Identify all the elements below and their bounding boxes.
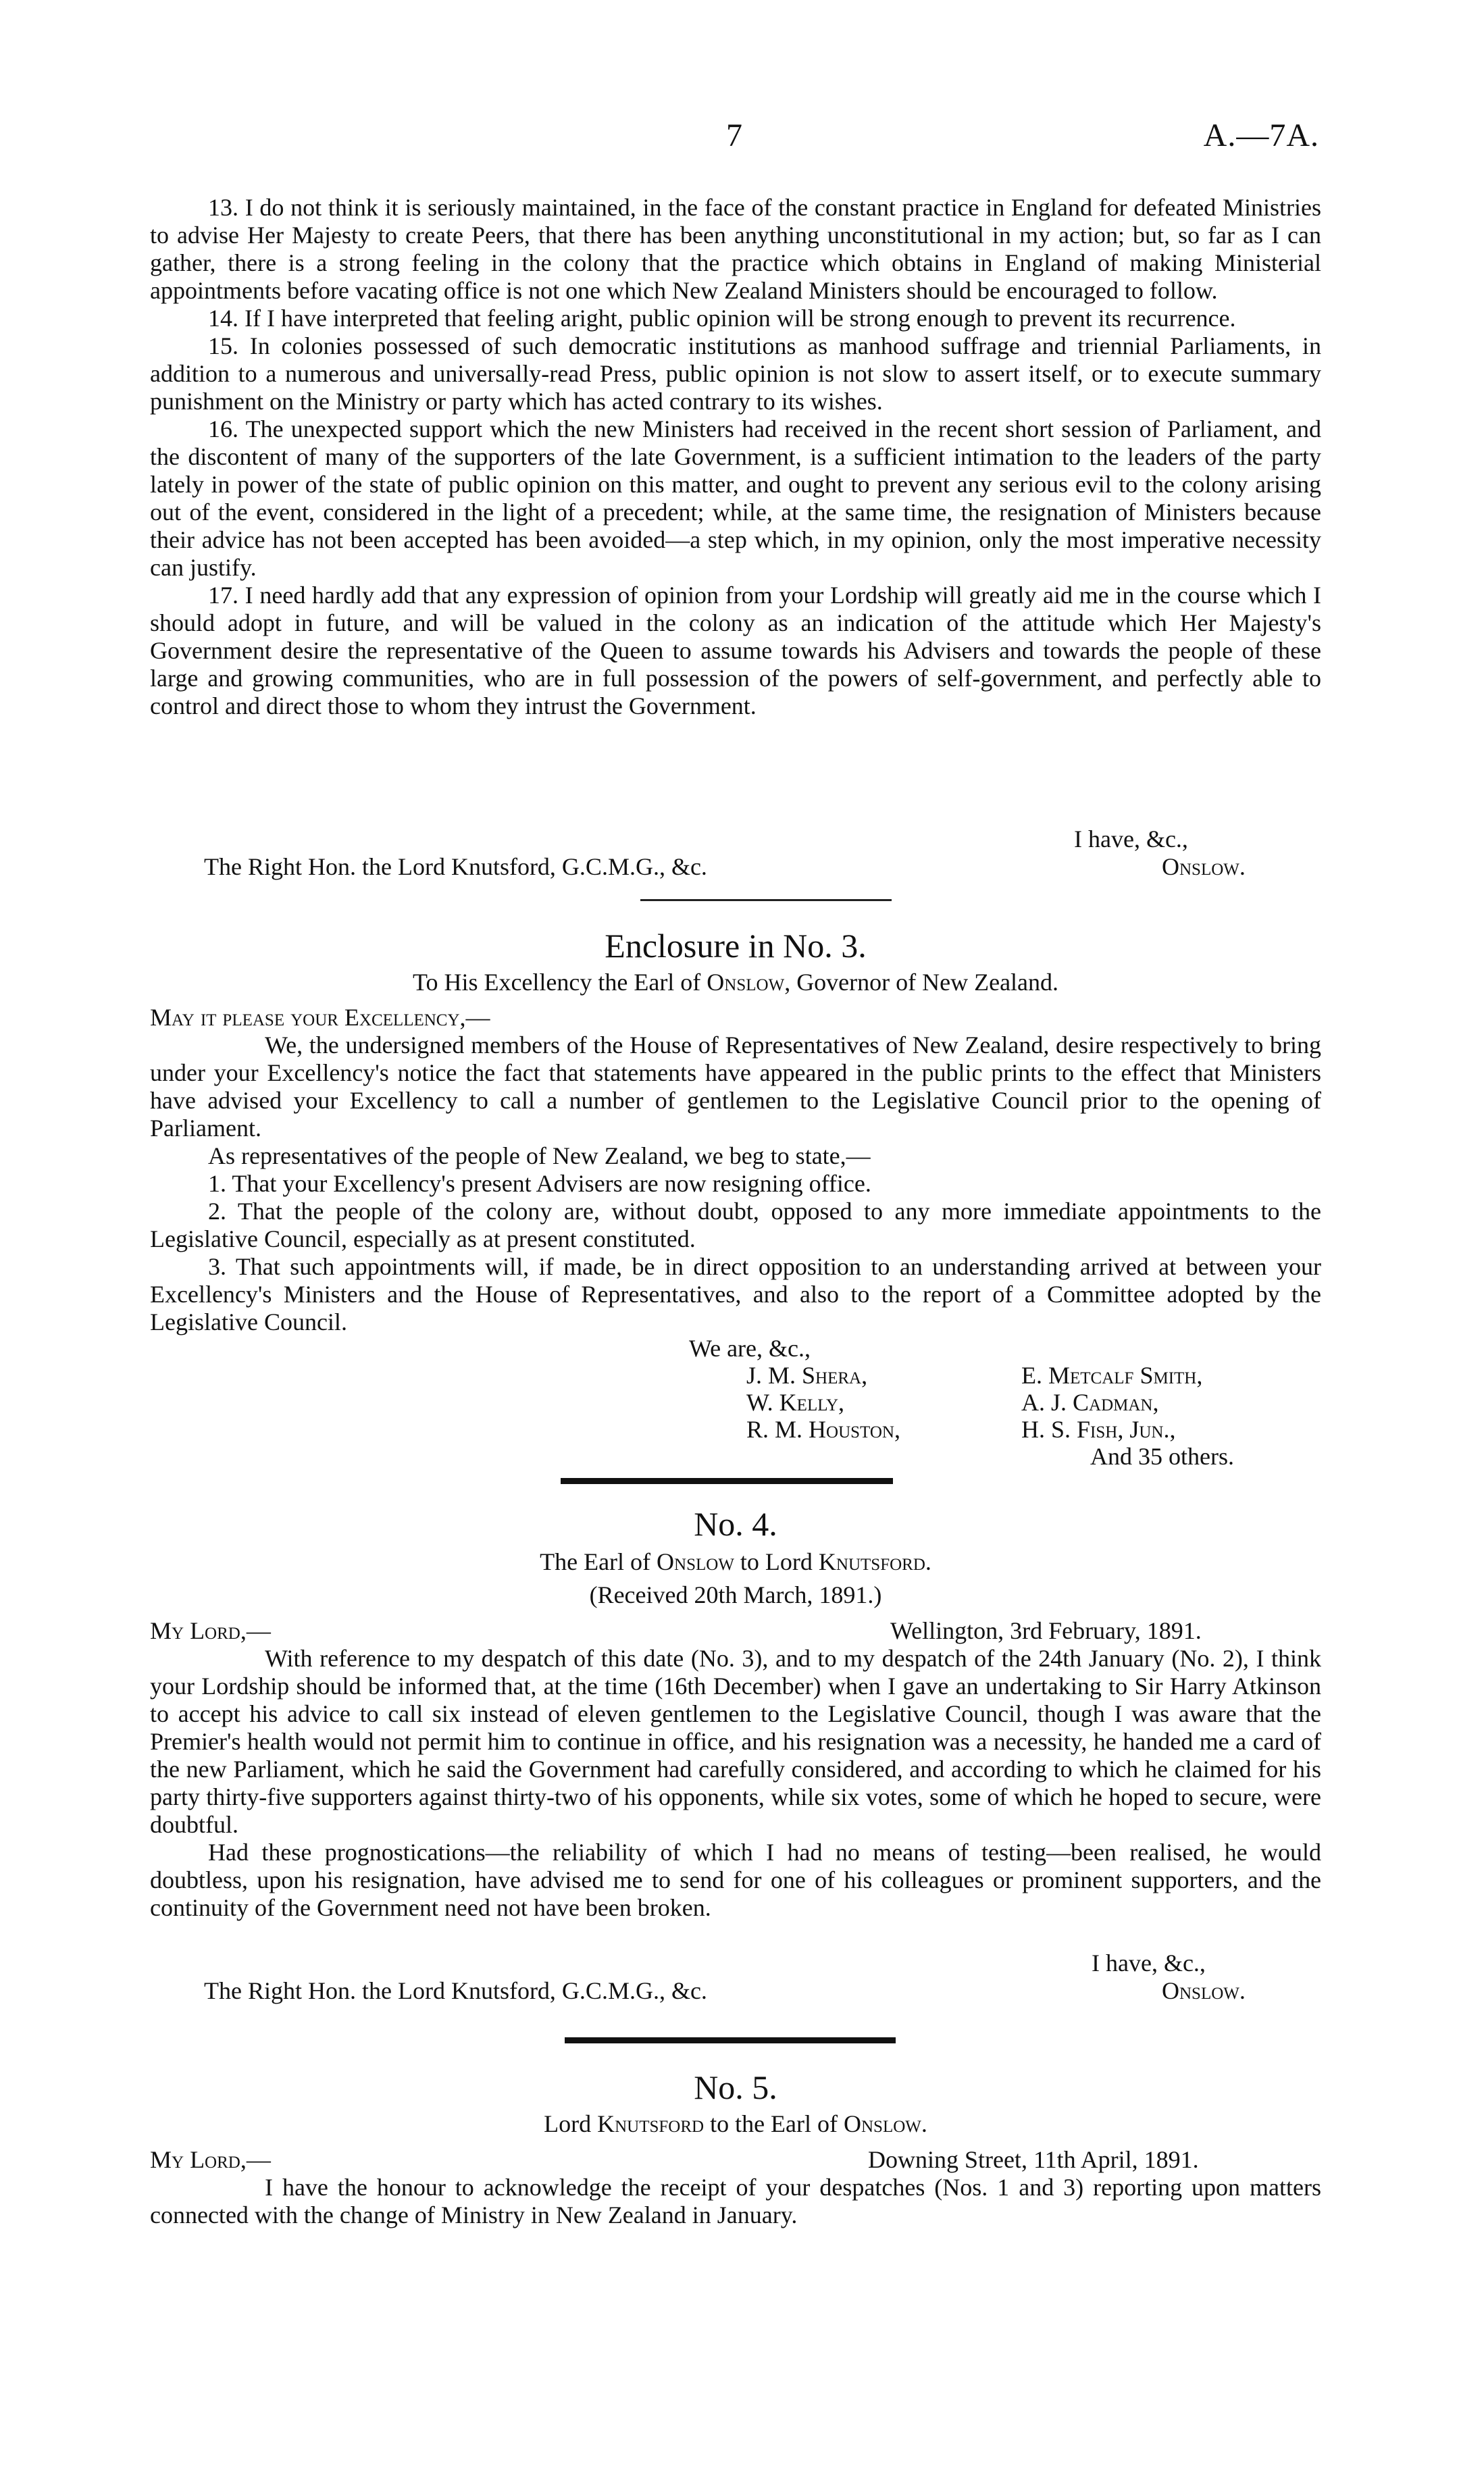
to-line-prefix: To His Excellency the Earl of [412,969,707,996]
from-part: Lord [544,2110,598,2137]
no5-heading: No. 5. [694,2068,777,2106]
section-divider-thick [561,1478,893,1484]
enclosure-salutation: May it please your Excellency,— [150,1004,490,1031]
signatory: J. M. Shera, [746,1362,868,1389]
paragraph-16: 16. The unexpected support which the new Ministers had received in the recent short session of Parliament, and the discontent of many of the supporters of the late Government, is a sufficient intimation to the leaders of the party lately in power of the state of public opinion on this matter, and ought to prevent any serious evil to the colony arising out of the event, considered in the light of a precedent; while, at the same time, the resignation of Ministers because their advice has not been accepted has been avoided—a step which, in my opinion, only the most imperative necessity can justify. [150,415,1321,581]
from-part: to Lord [734,1548,819,1575]
enclosure-heading: Enclosure in No. 3. [605,927,867,965]
no4-signature: Onslow. [1162,1977,1246,2004]
enclosure-paragraph: 3. That such appointments will, if made, be in direct opposition to an understanding arrived at between your Excellency's Ministers and the House of Representatives, and also to the report of a Committee adopted by the Legislative Council. [150,1253,1321,1335]
from-name: Knutsford [597,2110,705,2137]
paragraph-13: 13. I do not think it is seriously maintained, in the face of the constant practice in England for defeated Ministries to advise Her Majesty to create Peers, that there has been anything unconstitutional in my action; but, so far as I can gather, there is a strong feeling in the colony that the practice which obtains in England of making Ministerial appointments before vacating office is not one which New Zealand Ministers should be encouraged to follow. [150,194,1321,304]
no4-heading: No. 4. [694,1505,777,1543]
no5-place-date: Downing Street, 11th April, 1891. [868,2146,1199,2173]
enclosure-closing: We are, &c., [689,1335,811,1362]
letter1-addressee: The Right Hon. the Lord Knutsford, G.C.M.G., &c. [204,853,707,880]
no4-paragraph: With reference to my despatch of this date (No. 3), and to my despatch of the 24th January (No. 2), I think your Lordship should be informed that, at the time (16th December) when I gave an undertaking to Sir Harry Atkinson to accept his advice to call six instead of eleven gentlemen to the Legislative Council, though I was aware that the Premier's health would not permit him to continue in office, and his resignation was a necessity, he handed me a card of the new Parliament, which he said the Government had carefully considered, and according to which he claimed for his party thirty-five supporters against thirty-two of his opponents, while six votes, some of which he hoped to secure, were doubtful. [150,1645,1321,1838]
to-name: Knutsford [818,1548,925,1575]
signatory-others: And 35 others. [1090,1443,1234,1470]
no4-received: (Received 20th March, 1891.) [589,1581,882,1608]
to-line-suffix: , Governor of New Zealand. [784,969,1059,996]
section-divider-thin [640,899,892,901]
no5-paragraph: I have the honour to acknowledge the receipt of your despatches (Nos. 1 and 3) reporting upon matters connected with the change of Ministry in New Zealand in January. [150,2174,1321,2228]
from-part: . [925,1548,931,1575]
page-number: 7 [726,118,742,153]
signatory: A. J. Cadman, [1021,1389,1159,1416]
enclosure-paragraph: We, the undersigned members of the House of Representatives of New Zealand, desire respectively to bring under your Excellency's notice the fact that statements have appeared in the public prints to the effect that Ministers have advised your Excellency to call a number of gentlemen to the Legislative Council prior to the opening of Parliament. [150,1031,1321,1142]
signatory: E. Metcalf Smith, [1021,1362,1203,1389]
enclosure-body [150,1004,1321,1336]
signatory: W. Kelly, [746,1389,845,1416]
enclosure-paragraph: 1. That your Excellency's present Advisers are now resigning office. [208,1170,871,1197]
no4-place-date: Wellington, 3rd February, 1891. [890,1617,1202,1644]
letter1-closing: I have, &c., [1074,825,1188,852]
document-reference: A.—7A. [1203,118,1319,153]
to-name: Onslow [844,2110,921,2137]
enclosure-paragraph: 2. That the people of the colony are, without doubt, opposed to any more immediate appointments to the Legislative Council, especially as at present constituted. [150,1198,1321,1252]
enclosure-to-line [150,969,1321,996]
no5-salutation: My Lord,— [150,2146,271,2173]
no4-paragraph: Had these prognostications—the reliability of which I had no means of testing—been realised, he would doubtless, upon his resignation, have advised me to send for one of his colleagues or prominent supporters, and the continuity of the Government need not have been broken. [150,1839,1321,1921]
despatch-continuation [150,194,1321,720]
section-divider-thick [565,2037,896,2043]
enclosure-paragraph: As representatives of the people of New Zealand, we beg to state,— [208,1142,871,1169]
from-part: The Earl of [540,1548,657,1575]
paragraph-15: 15. In colonies possessed of such democratic institutions as manhood suffrage and triennial Parliaments, in addition to a numerous and universally-read Press, public opinion is not slow to assert itself, or to execute summary punishment on the Ministry or party which has acted contrary to its wishes. [150,332,1321,415]
paragraph-14: 14. If I have interpreted that feeling aright, public opinion will be strong enough to prevent its recurrence. [208,305,1236,332]
signatory: R. M. Houston, [746,1416,900,1443]
from-part: to the Earl of [704,2110,844,2137]
to-line-name: Onslow [707,969,785,996]
no4-from-line [150,1548,1321,1576]
no4-closing: I have, &c., [1092,1949,1206,1977]
letter1-signature: Onslow. [1162,853,1246,880]
from-part: . [921,2110,927,2137]
signatory: H. S. Fish, Jun., [1021,1416,1176,1443]
no4-body [150,1645,1321,1922]
from-name: Onslow [657,1548,734,1575]
no4-salutation: My Lord,— [150,1617,271,1644]
no5-from-line [150,2110,1321,2138]
no5-body [150,2174,1321,2229]
paragraph-17: 17. I need hardly add that any expression of opinion from your Lordship will greatly aid me in the course which I should adopt in future, and will be valued in the colony as an indication of the attitude which Her Majesty's Government desire the representative of the Queen to assume towards his Advisers and towards the people of these large and growing communities, who are in full possession of the powers of self-government, and perfectly able to control and direct those to whom they intrust the Government. [150,582,1321,719]
no4-addressee: The Right Hon. the Lord Knutsford, G.C.M.G., &c. [204,1977,707,2004]
